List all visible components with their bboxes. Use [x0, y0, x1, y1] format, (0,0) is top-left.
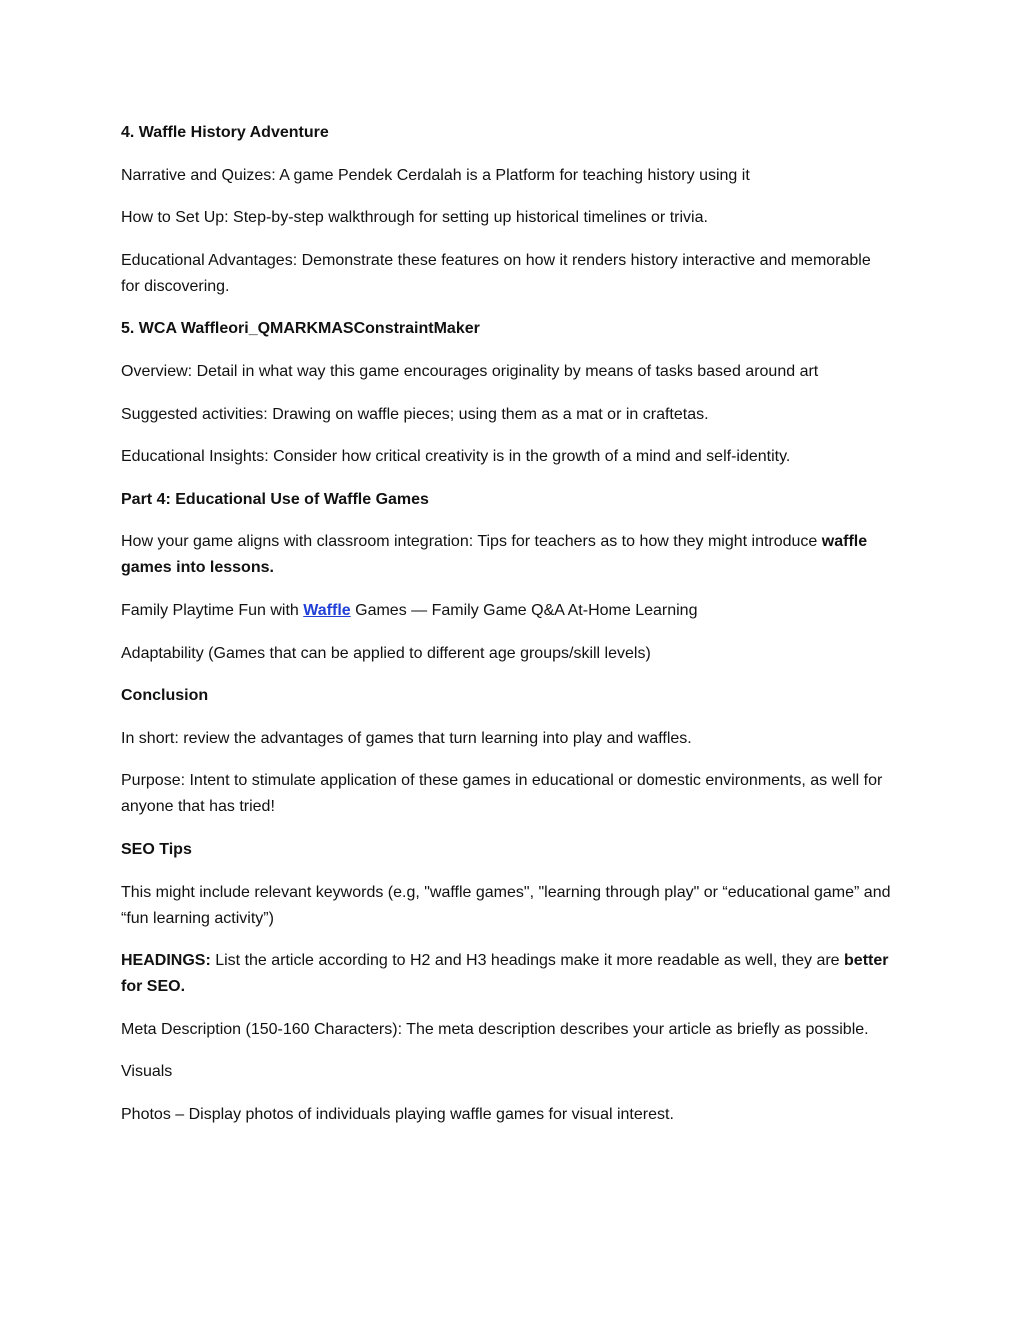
section-5-activities: Suggested activities: Drawing on waffle pieces; using them as a mat or in craftetas.	[121, 405, 709, 423]
waffle-link[interactable]: Waffle	[303, 601, 351, 619]
seo-headings	[121, 948, 891, 1000]
part-4-adaptability: Adaptability (Games that can be applied to different age groups/skill levels)	[121, 644, 651, 662]
section-5-heading: 5. WCA Waffleori_QMARKMASConstraintMaker	[121, 320, 480, 338]
part-4-family-after: Games — Family Game Q&A At-Home Learning	[350, 601, 698, 619]
part-4-heading: Part 4: Educational Use of Waffle Games	[121, 490, 429, 508]
conclusion-purpose: Purpose: Intent to stimulate application of these games in educational or domestic environments, as well for anyone that has tried!	[121, 772, 883, 816]
section-5-insights: Educational Insights: Consider how critical creativity is in the growth of a mind and self-identity.	[121, 448, 791, 466]
section-4-setup: How to Set Up: Step-by-step walkthrough for setting up historical timelines or trivia.	[121, 209, 708, 227]
visuals-label: Visuals	[121, 1063, 173, 1081]
conclusion-heading: Conclusion	[121, 687, 209, 705]
seo-headings-text: List the article according to H2 and H3 headings make it more readable as well, they are	[210, 952, 845, 970]
seo-keywords: This might include relevant keywords (e.g, "waffle games", "learning through play" or “educational game” and “fun learning activity”)	[121, 883, 891, 927]
part-4-classroom	[121, 529, 891, 581]
document-page	[121, 120, 891, 1144]
seo-headings-label: HEADINGS:	[121, 952, 211, 970]
part-4-classroom-bold: waffle games into lessons.	[121, 533, 868, 577]
seo-headings-bold-end: better for SEO.	[121, 952, 889, 996]
section-5-overview: Overview: Detail in what way this game encourages originality by means of tasks based around art	[121, 362, 819, 380]
seo-heading: SEO Tips	[121, 840, 192, 858]
section-4-heading: 4. Waffle History Adventure	[121, 124, 329, 141]
part-4-classroom-text: How your game aligns with classroom integration: Tips for teachers as to how they might introduce	[121, 533, 822, 551]
part-4-family-before: Family Playtime Fun with	[121, 601, 304, 619]
visuals-photos: Photos – Display photos of individuals playing waffle games for visual interest.	[121, 1105, 674, 1123]
seo-meta-description: Meta Description (150-160 Characters): The meta description describes your article as briefly as possible.	[121, 1020, 869, 1038]
part-4-family	[121, 598, 891, 624]
conclusion-summary: In short: review the advantages of games that turn learning into play and waffles.	[121, 729, 692, 747]
section-4-advantages: Educational Advantages: Demonstrate these features on how it renders history interactive and memorable for discovering.	[121, 251, 871, 295]
section-4-narrative: Narrative and Quizes: A game Pendek Cerdalah is a Platform for teaching history using it	[121, 166, 750, 184]
